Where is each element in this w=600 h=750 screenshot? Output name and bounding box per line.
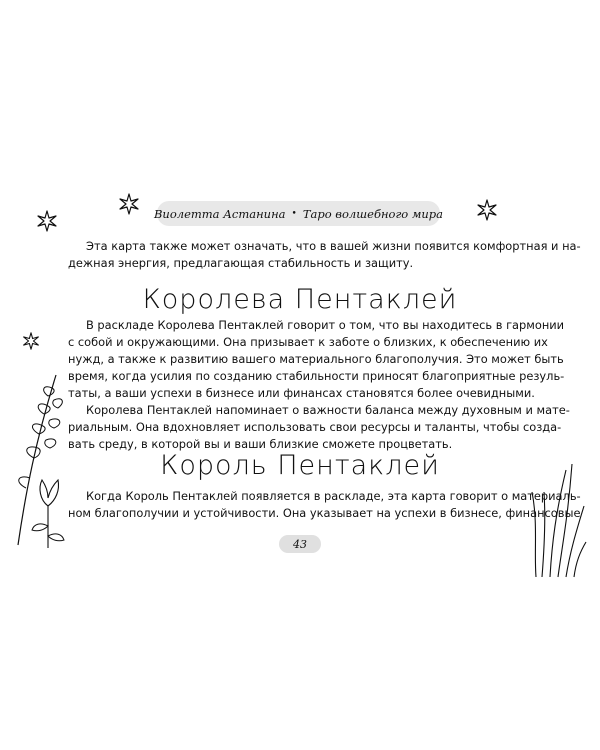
header-separator: • [291,208,297,219]
text-line: вать среду, в которой вы и ваши близкие сможете процветать. [68,437,453,451]
header-author: Виолетта Астанина [153,206,286,221]
page-number [279,535,321,553]
page-number-text: 43 [293,537,307,551]
text-line: Королева Пентаклей напоминает о важности баланса между духовным и мате- [86,403,570,417]
section-title-queen: Королева Пентаклей [142,284,458,315]
text-line: с собой и окружающими. Она призывает к заботе о близких, к обеспечению их [68,335,548,349]
star-doodle-icon [118,193,140,215]
text-line: Эта карта также может означать, что в вашей жизни появится комфортная и на- [86,239,581,253]
text-line: время, когда усилия по созданию стабильности приносят благоприятные резуль- [68,369,565,383]
text-line: дежная энергия, предлагающая стабильность и защиту. [68,256,414,270]
queen-paragraph-2 [68,402,570,453]
section-title-king: Король Пентаклей [160,450,440,481]
header-book-title: Таро волшебного мира [302,206,444,221]
star-doodle-icon [36,210,58,232]
star-doodle-icon [476,199,498,221]
intro-paragraph [68,238,581,272]
text-line: нужд, а также к развитию вашего материального благополучия. Это может быть [68,352,564,366]
running-header [153,201,444,226]
flower-doodle-icon [28,478,68,550]
star-doodle-icon [22,332,40,350]
text-line: таты, а ваши успехи в бизнесе или финансах становятся более очевидными. [68,386,535,400]
queen-paragraph-1 [68,317,565,402]
king-paragraph-1 [68,488,581,522]
text-line: ном благополучии и устойчивости. Она указывает на успехи в бизнесе, финансовые [68,506,581,520]
text-line: риальным. Она вдохновляет использовать свои ресурсы и таланты, чтобы созда- [68,420,562,434]
text-line: В раскладе Королева Пентаклей говорит о том, что вы находитесь в гармонии [86,318,565,332]
text-line: Когда Король Пентаклей появляется в раскладе, эта карта говорит о материаль- [86,489,581,503]
